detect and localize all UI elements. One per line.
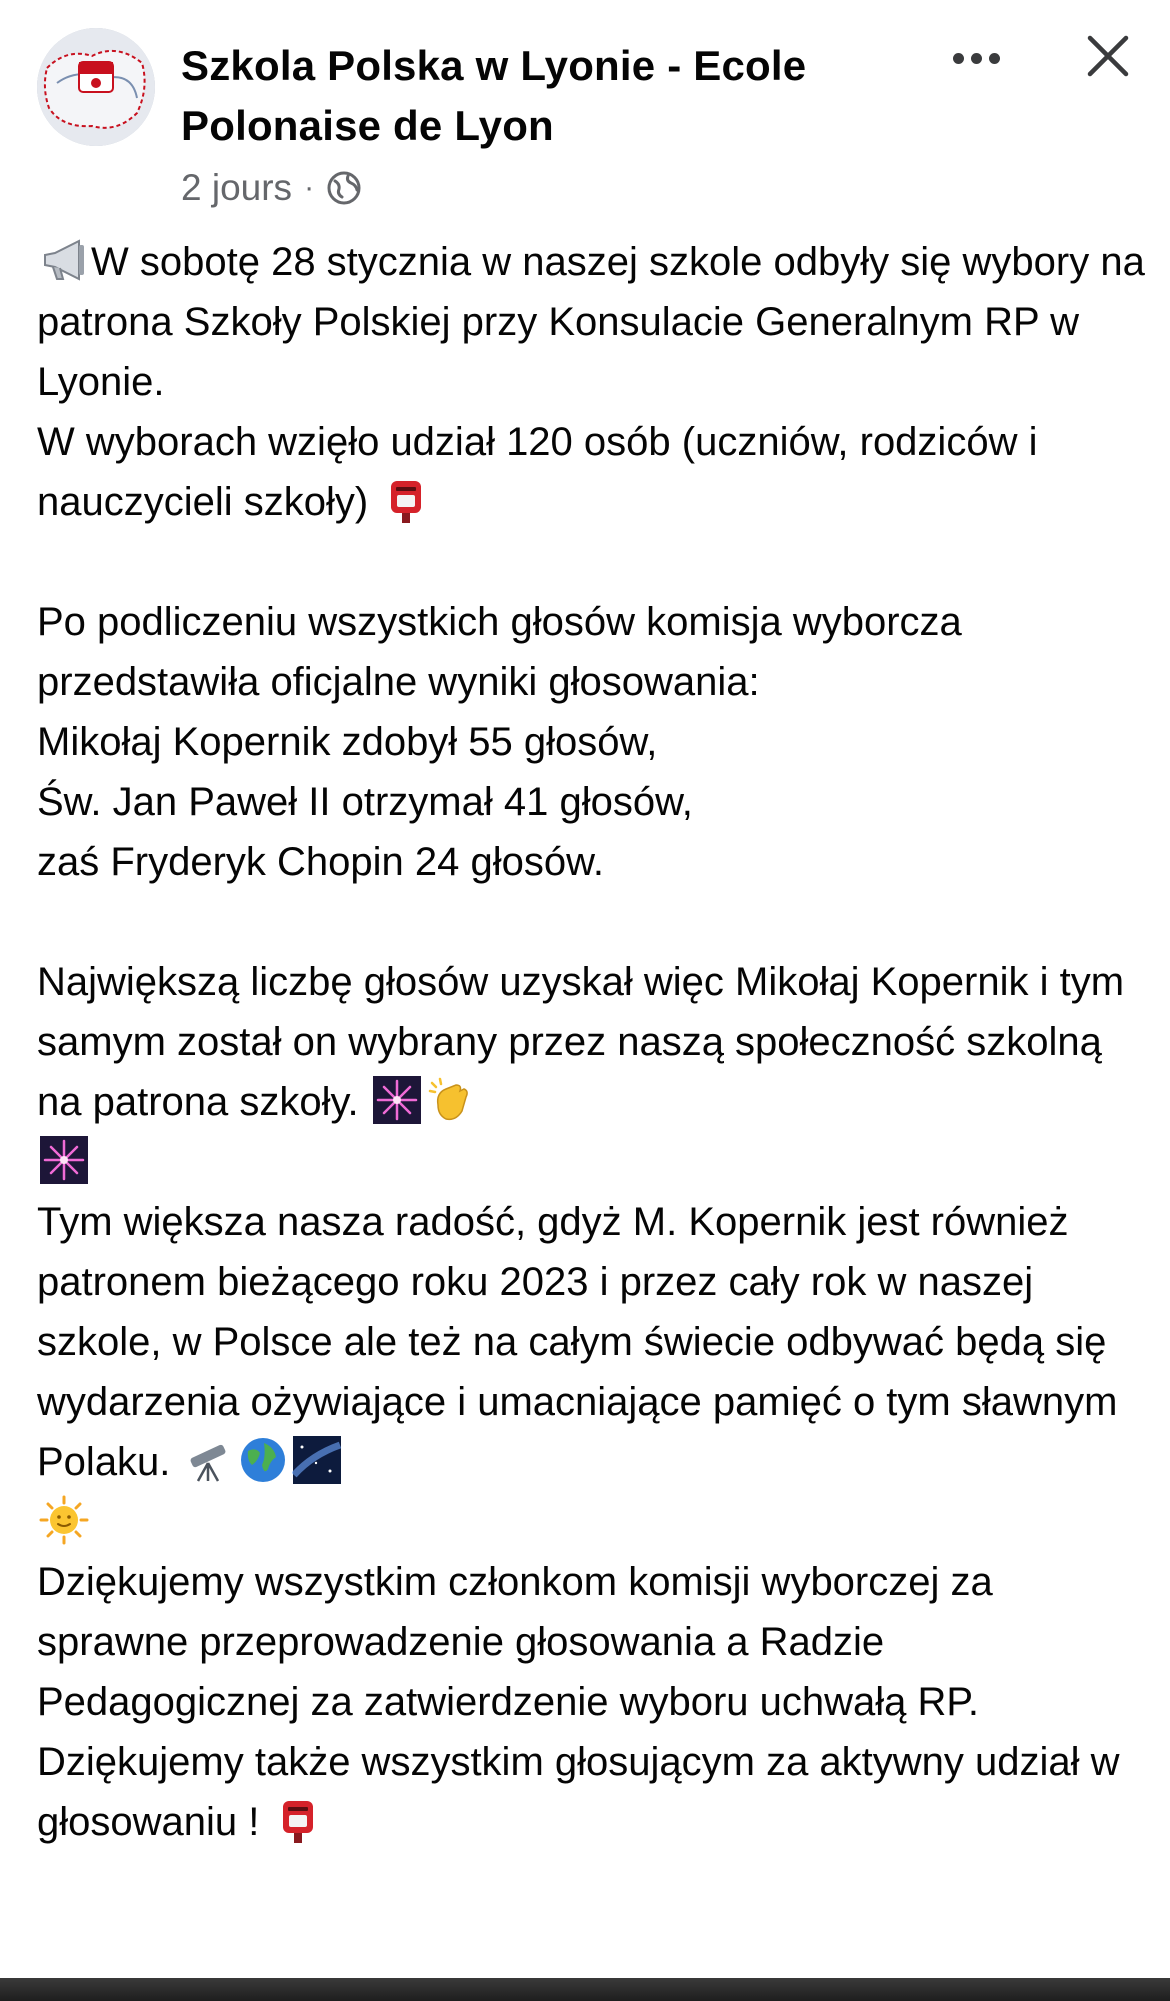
paragraph-text: Największą liczbę głosów uzyskał więc Mikołaj Kopernik i tym samym został on wybrany przez naszą społeczność szkolną na patrona szkoły. bbox=[37, 960, 1125, 1124]
close-icon[interactable] bbox=[1080, 28, 1136, 84]
result-jan-pawel: Św. Jan Paweł II otrzymał 41 głosów, bbox=[37, 780, 693, 824]
paragraph-2 bbox=[37, 412, 1147, 532]
more-dot bbox=[953, 53, 964, 64]
sun-face-icon bbox=[39, 1495, 89, 1545]
more-dot bbox=[989, 53, 1000, 64]
result-kopernik: Mikołaj Kopernik zdobył 55 głosów, bbox=[37, 720, 658, 764]
firework-icon bbox=[39, 1135, 89, 1185]
paragraph-text: Tym większa nasza radość, gdyż M. Kopernik jest również patronem bieżącego roku 2023 i przez cały rok w naszej szkole, w Polsce ale też na całym świecie odbywać będą się wydarzenia ożywiające i umacniające pamięć o tym sławnym Polaku. bbox=[37, 1200, 1118, 1484]
paragraph-text: W wyborach wzięło udział 120 osób (uczniów, rodziców i nauczycieli szkoły) bbox=[37, 420, 1038, 524]
more-options-button[interactable] bbox=[940, 36, 1012, 80]
paragraph-gap bbox=[37, 532, 1147, 592]
postbox-icon bbox=[381, 475, 431, 525]
paragraph-3: Po podliczeniu wszystkich głosów komisja wyborcza przedstawiła oficjalne wyniki głosowania: bbox=[37, 600, 962, 704]
postbox-icon bbox=[273, 1795, 323, 1845]
paragraph-7 bbox=[37, 1732, 1147, 1852]
paragraph-6: Dziękujemy wszystkim członkom komisji wyborczej za sprawne przeprowadzenie głosowania a Radzie Pedagogicznej za zatwierdzenie wyboru uchwałą RP. bbox=[37, 1560, 993, 1724]
firework-icon bbox=[372, 1075, 422, 1125]
telescope-icon bbox=[184, 1435, 234, 1485]
post-time[interactable]: 2 jours bbox=[181, 167, 293, 208]
post-header bbox=[0, 0, 1170, 220]
clapping-hands-icon bbox=[426, 1075, 476, 1125]
paragraph-text: Dziękujemy także wszystkim głosującym za aktywny udział w głosowaniu ! bbox=[37, 1740, 1120, 1844]
milky-way-icon bbox=[292, 1435, 342, 1485]
bottom-edge bbox=[0, 1978, 1170, 2001]
post-meta bbox=[181, 162, 362, 214]
firework-line bbox=[37, 1132, 1147, 1192]
sun-line bbox=[37, 1492, 1147, 1552]
paragraph-gap bbox=[37, 892, 1147, 952]
page-name[interactable]: Szkola Polska w Lyonie - Ecole Polonaise de Lyon bbox=[181, 42, 807, 149]
megaphone-icon bbox=[39, 235, 89, 285]
paragraph-5 bbox=[37, 1192, 1147, 1492]
meta-separator: · bbox=[304, 171, 315, 204]
page-avatar[interactable] bbox=[37, 28, 155, 146]
paragraph-4 bbox=[37, 952, 1147, 1132]
globe-emoji-icon bbox=[238, 1435, 288, 1485]
post-body bbox=[37, 232, 1147, 1852]
paragraph-text: W sobotę 28 stycznia w naszej szkole odbyły się wybory na patrona Szkoły Polskiej przy Konsulacie Generalnym RP w Lyonie. bbox=[37, 240, 1145, 404]
result-chopin: zaś Fryderyk Chopin 24 głosów. bbox=[37, 840, 604, 884]
paragraph-1 bbox=[37, 232, 1147, 412]
globe-icon bbox=[326, 170, 362, 206]
more-dot bbox=[971, 53, 982, 64]
